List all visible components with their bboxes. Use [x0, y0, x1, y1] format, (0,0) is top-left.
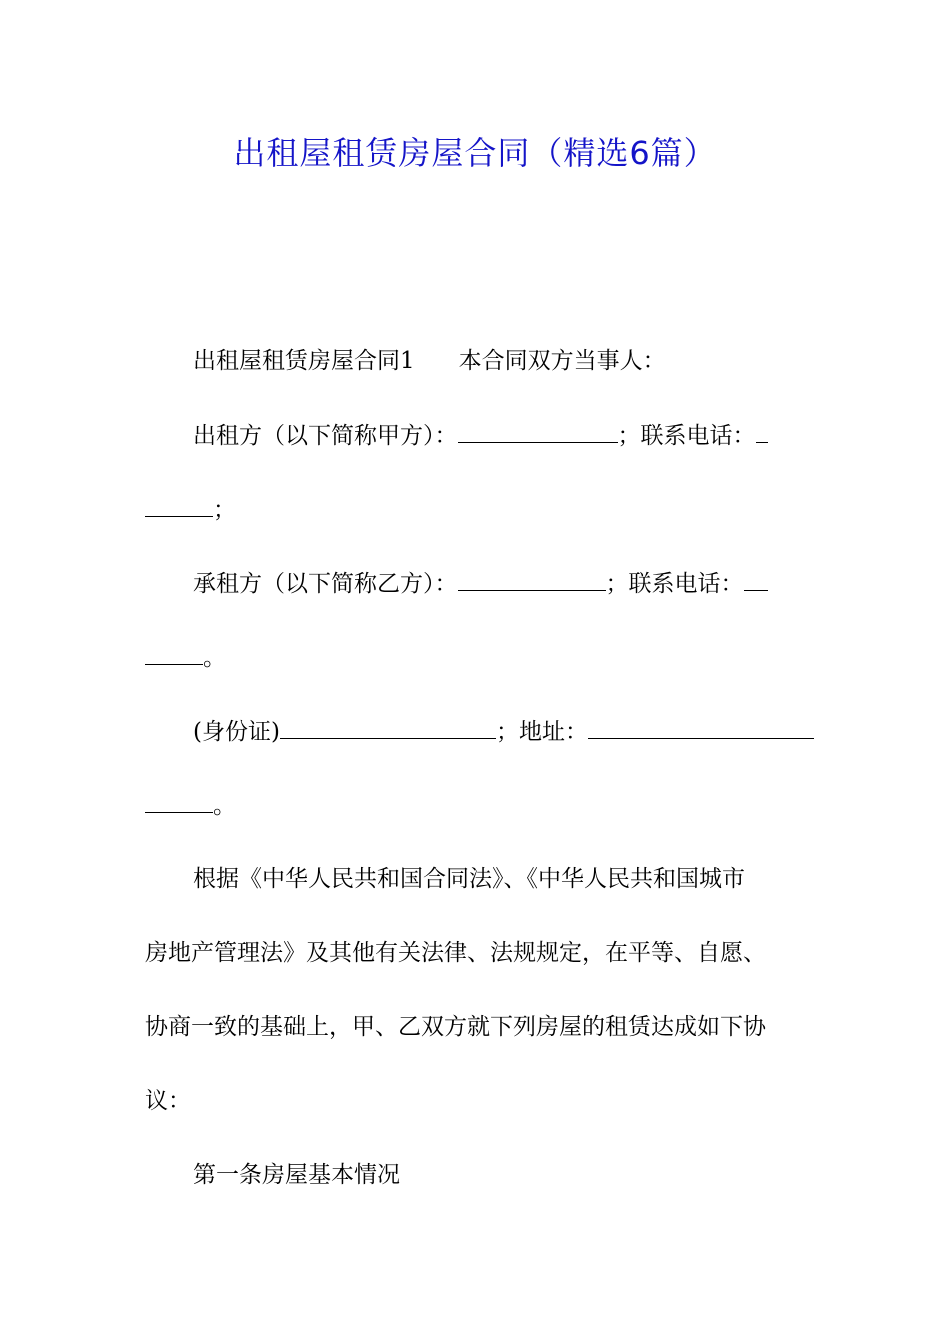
lessee-phone-blank	[145, 642, 203, 665]
id-address-line	[193, 716, 814, 747]
lessor-phone-blank-start	[756, 420, 768, 443]
lessor-phone-label: ；联系电话：	[617, 423, 756, 449]
lessee-phone-blank-start	[744, 568, 768, 591]
contract-heading-line	[193, 346, 666, 376]
lessor-line	[193, 420, 768, 451]
document-title: 出租屋租赁房屋合同（精选6篇）	[233, 134, 717, 172]
lessee-phone-continuation	[145, 642, 226, 673]
lessee-line-end: 。	[203, 645, 226, 671]
lessee-phone-label: ；联系电话：	[605, 571, 744, 597]
legal-basis-line-3: 协商一致的基础上，甲、乙双方就下列房屋的租赁达成如下协	[145, 1014, 766, 1040]
lessor-name-blank	[458, 420, 618, 443]
lessee-label: 承租方（以下简称乙方）：	[193, 571, 458, 597]
legal-basis-line-1: 根据《中华人民共和国合同法》、《中华人民共和国城市	[193, 866, 745, 892]
legal-basis-line-2: 房地产管理法》及其他有关法律、法规规定，在平等、自愿、	[145, 940, 766, 966]
lessor-phone-continuation	[145, 494, 236, 525]
lessor-label: 出租方（以下简称甲方）：	[193, 423, 458, 449]
lessor-phone-blank	[145, 494, 213, 517]
address-line-end: 。	[213, 793, 236, 819]
lessee-line	[193, 568, 768, 599]
lessor-line-end: ；	[213, 497, 236, 523]
id-number-blank	[280, 716, 496, 739]
lessee-name-blank	[458, 568, 606, 591]
address-blank-start	[588, 716, 814, 739]
legal-basis-line-4: 议：	[145, 1088, 191, 1114]
id-label: (身份证)	[193, 719, 280, 745]
address-label: ；地址：	[495, 719, 588, 745]
article-1-heading: 第一条房屋基本情况	[193, 1162, 400, 1188]
address-continuation	[145, 790, 236, 821]
parties-intro: 本合同双方当事人：	[458, 348, 666, 374]
address-blank	[145, 790, 213, 813]
contract-number-heading: 出租屋租赁房屋合同1	[193, 348, 415, 374]
